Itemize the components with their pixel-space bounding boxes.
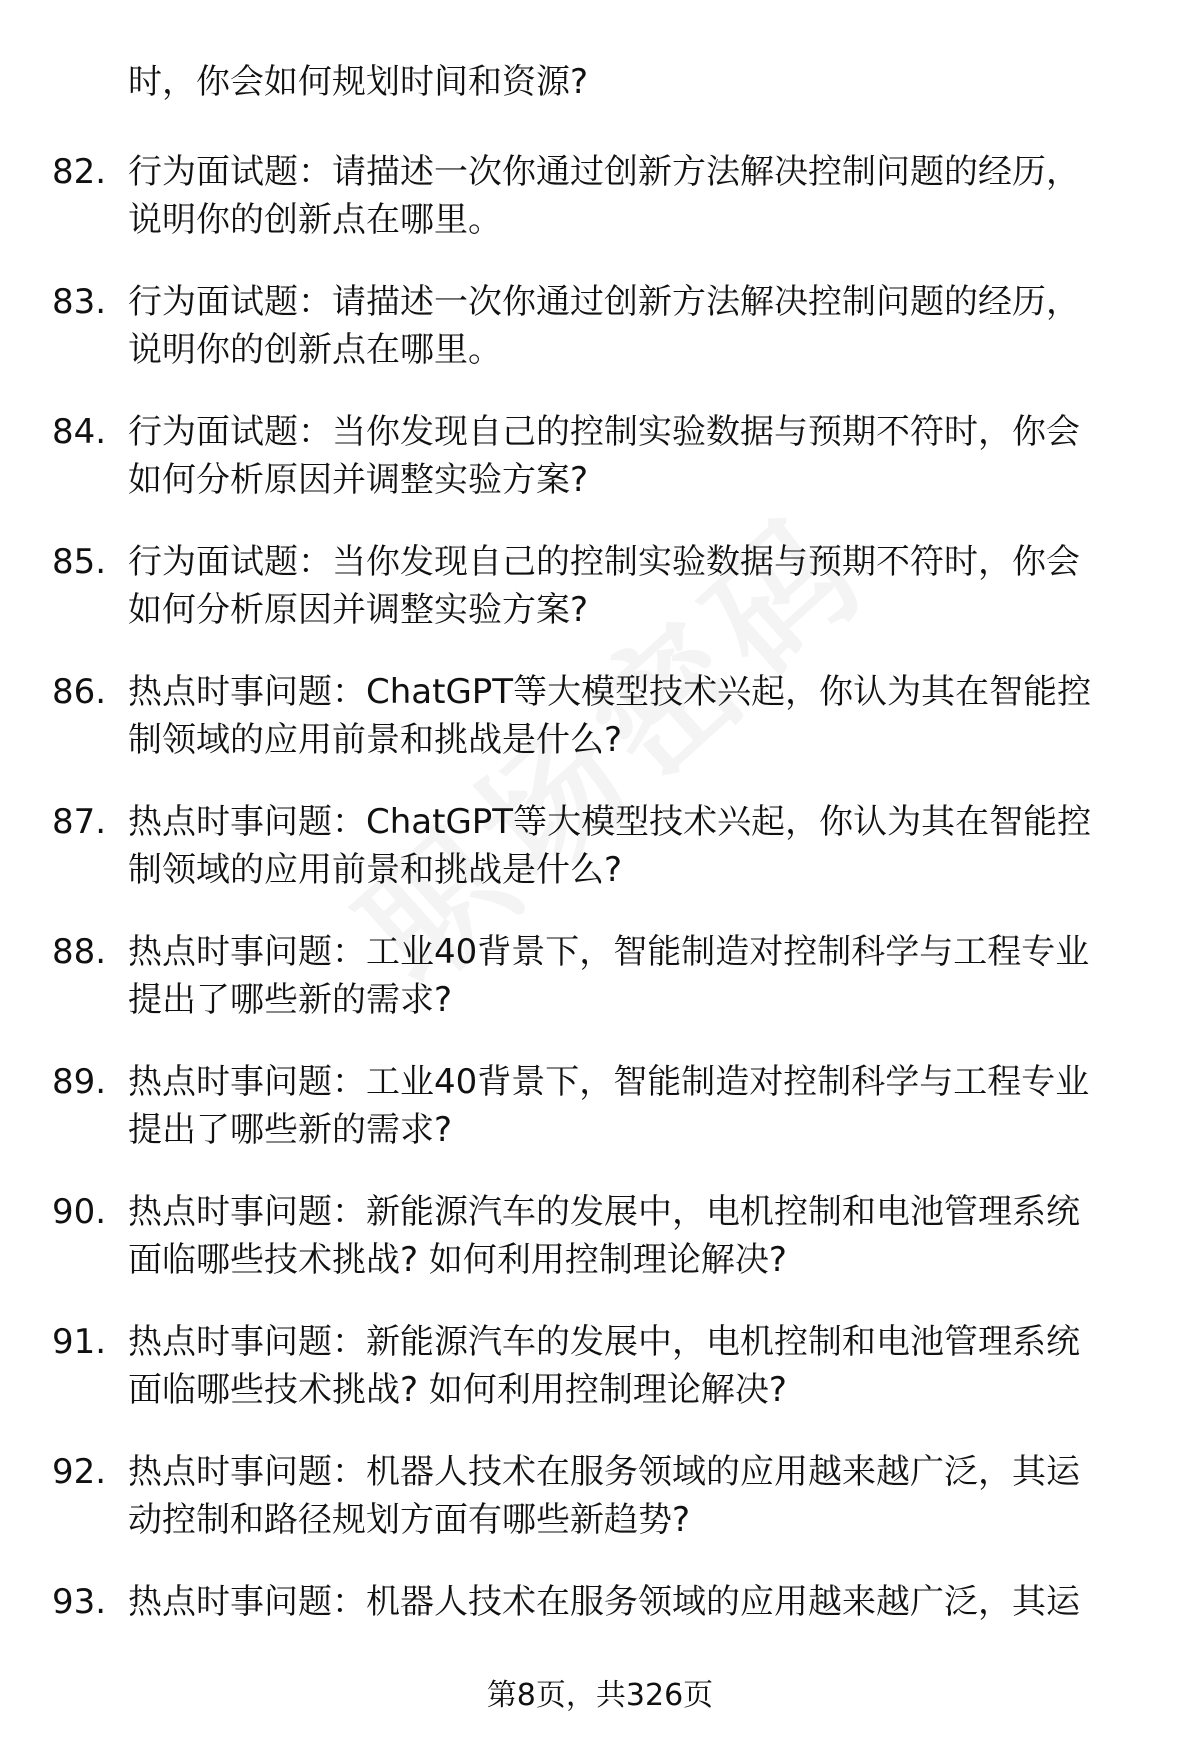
question-list <box>0 148 1200 1708</box>
question-text-line: 如何分析原因并调整实验方案? <box>128 460 589 500</box>
question-text-line: 如何分析原因并调整实验方案? <box>128 590 589 630</box>
question-text-line: 热点时事问题：ChatGPT等大模型技术兴起，你认为其在智能控 <box>128 672 1092 712</box>
page-footer: 第8页，共326页 <box>486 1678 714 1713</box>
question-text-line: 制领域的应用前景和挑战是什么? <box>128 850 623 890</box>
question-text <box>128 668 1138 764</box>
question-item <box>0 928 1200 1058</box>
question-text <box>128 278 1138 374</box>
question-text-line: 热点时事问题：ChatGPT等大模型技术兴起，你认为其在智能控 <box>128 802 1092 842</box>
question-text-line: 提出了哪些新的需求? <box>128 1110 453 1150</box>
question-text <box>128 408 1138 504</box>
question-text <box>128 1058 1138 1154</box>
question-text-line: 行为面试题：请描述一次你通过创新方法解决控制问题的经历， <box>128 152 1080 192</box>
question-text <box>128 798 1138 894</box>
question-text-line: 提出了哪些新的需求? <box>128 980 453 1020</box>
question-text <box>128 1578 1138 1626</box>
question-text-line: 动控制和路径规划方面有哪些新趋势? <box>128 1500 691 1540</box>
question-text-line: 热点时事问题：新能源汽车的发展中，电机控制和电池管理系统 <box>128 1322 1080 1362</box>
question-text <box>128 148 1138 244</box>
question-number: 89. <box>52 1062 107 1102</box>
question-text <box>128 1448 1138 1544</box>
question-text <box>128 928 1138 1024</box>
question-number: 86. <box>52 672 107 712</box>
question-text-line: 热点时事问题：新能源汽车的发展中，电机控制和电池管理系统 <box>128 1192 1080 1232</box>
question-item <box>0 1058 1200 1188</box>
question-number: 93. <box>52 1582 107 1622</box>
question-text-line: 热点时事问题：工业40背景下，智能制造对控制科学与工程专业 <box>128 1062 1090 1102</box>
question-number: 90. <box>52 1192 107 1232</box>
question-item <box>0 1188 1200 1318</box>
question-number: 84. <box>52 412 107 452</box>
question-text-line: 热点时事问题：机器人技术在服务领域的应用越来越广泛，其运 <box>128 1582 1080 1622</box>
question-text <box>128 538 1138 634</box>
question-text-line: 说明你的创新点在哪里。 <box>128 200 502 240</box>
question-text-line: 热点时事问题：工业40背景下，智能制造对控制科学与工程专业 <box>128 932 1090 972</box>
question-text-line: 面临哪些技术挑战? 如何利用控制理论解决? <box>128 1240 787 1280</box>
question-text-line: 制领域的应用前景和挑战是什么? <box>128 720 623 760</box>
continued-question-text: 时，你会如何规划时间和资源? <box>128 62 589 102</box>
question-number: 83. <box>52 282 107 322</box>
question-item <box>0 538 1200 668</box>
question-text-line: 行为面试题：当你发现自己的控制实验数据与预期不符时，你会 <box>128 542 1080 582</box>
question-item <box>0 798 1200 928</box>
question-item <box>0 668 1200 798</box>
question-number: 92. <box>52 1452 107 1492</box>
question-item <box>0 408 1200 538</box>
question-number: 91. <box>52 1322 107 1362</box>
question-text-line: 说明你的创新点在哪里。 <box>128 330 502 370</box>
question-text <box>128 1318 1138 1414</box>
question-number: 85. <box>52 542 107 582</box>
question-text-line: 行为面试题：请描述一次你通过创新方法解决控制问题的经历， <box>128 282 1080 322</box>
question-item <box>0 1448 1200 1578</box>
question-text-line: 面临哪些技术挑战? 如何利用控制理论解决? <box>128 1370 787 1410</box>
question-item <box>0 148 1200 278</box>
question-text-line: 行为面试题：当你发现自己的控制实验数据与预期不符时，你会 <box>128 412 1080 452</box>
question-item <box>0 278 1200 408</box>
question-item <box>0 1318 1200 1448</box>
question-number: 82. <box>52 152 107 192</box>
question-text-line: 热点时事问题：机器人技术在服务领域的应用越来越广泛，其运 <box>128 1452 1080 1492</box>
question-text <box>128 1188 1138 1284</box>
question-number: 88. <box>52 932 107 972</box>
question-number: 87. <box>52 802 107 842</box>
